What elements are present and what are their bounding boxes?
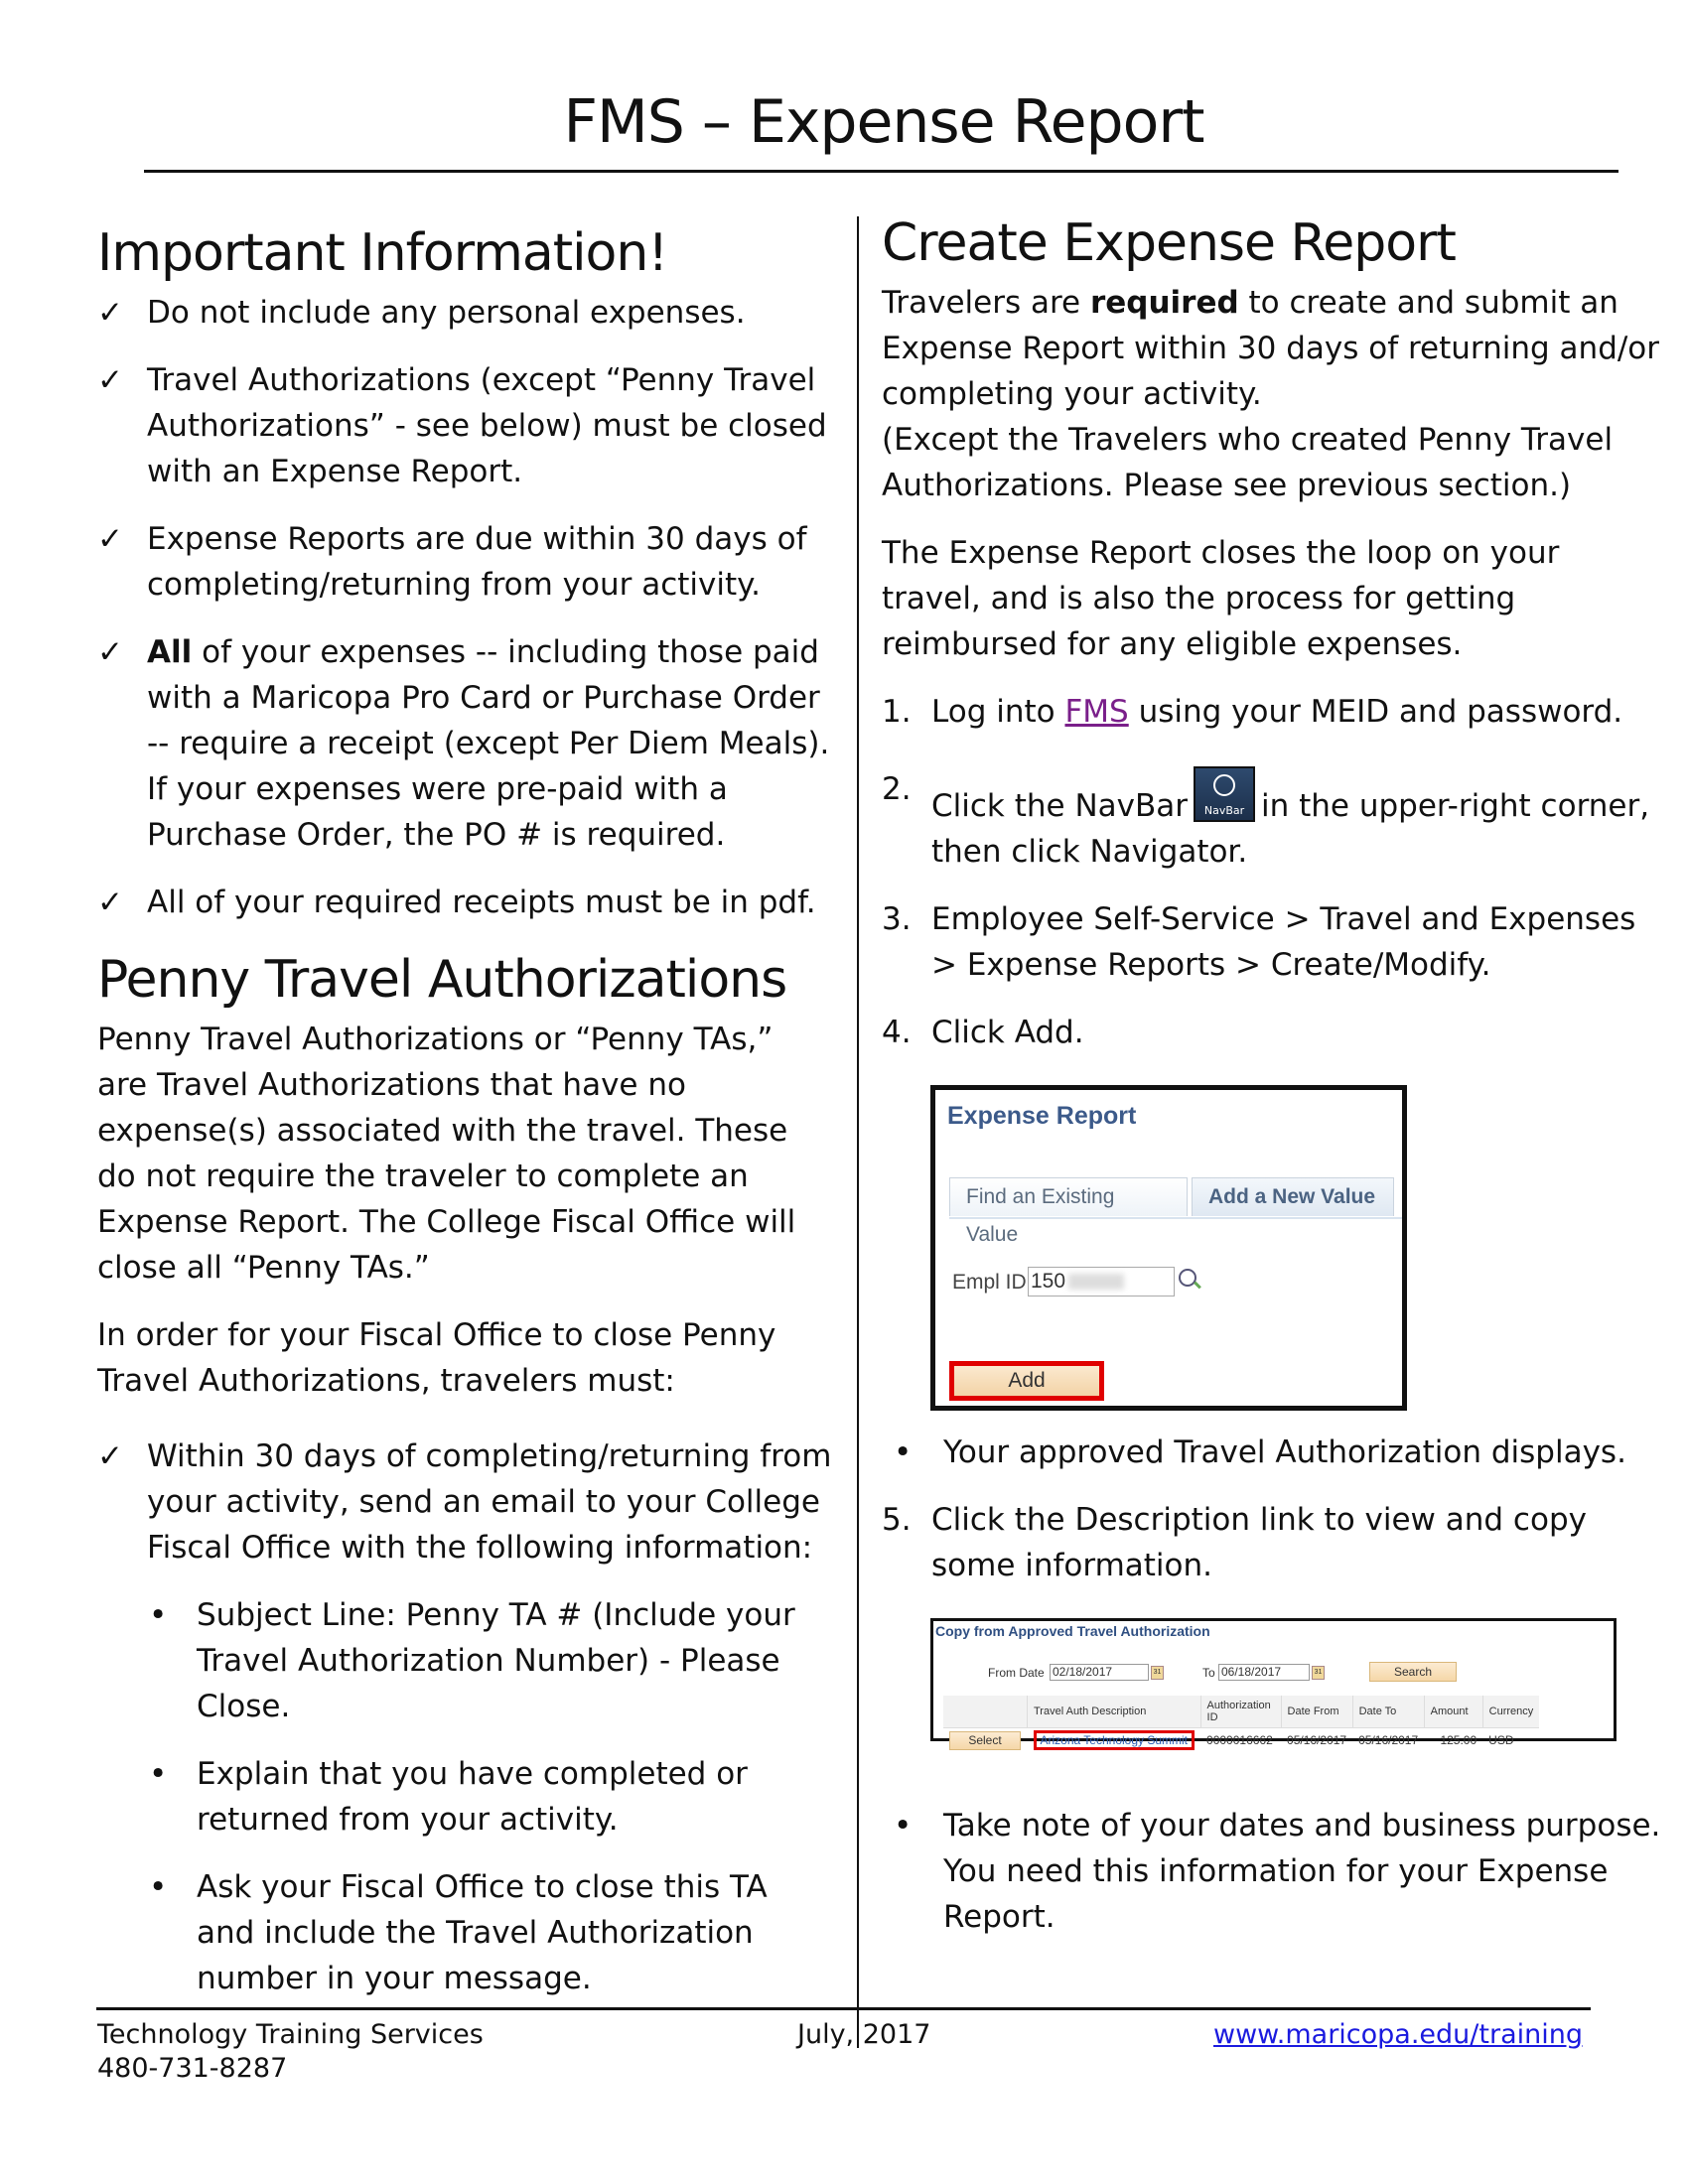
footer-org: Technology Training Services 480-731-8287 <box>97 2019 484 2084</box>
check-icon: ✓ <box>97 295 123 331</box>
note-bullet: • Your approved Travel Authorization displays. <box>882 1430 1666 1475</box>
note-bullet: • Take note of your dates and business purpose. You need this information for your Expense Report. <box>882 1803 1666 1940</box>
penny-requirement: ✓ Within 30 days of completing/returning from your activity, send an email to your College Fiscal Office with the following information: <box>97 1433 832 1570</box>
penny-paragraph: In order for your Fiscal Office to close Penny Travel Authorizations, travelers must: <box>97 1317 776 1399</box>
penny-paragraph: Penny Travel Authorizations or “Penny TAs,” are Travel Authorizations that have no expense(s) associated with the travel. These do not require the traveler to complete an Expense Report. The College Fiscal Office will close all “Penny TAs.” <box>97 1022 796 1286</box>
footer-divider <box>96 2007 1591 2010</box>
step-5: 5. Click the Description link to view and copy some information. <box>882 1502 1587 1583</box>
check-icon: ✓ <box>97 362 123 398</box>
add-button[interactable]: Add <box>949 1361 1104 1401</box>
step-4: 4. Click Add. <box>882 1015 1084 1050</box>
description-link[interactable]: Arizona Technology Summit <box>1034 1730 1196 1750</box>
right-column-bottom <box>882 1803 1666 1962</box>
bullet-icon: • <box>149 1597 168 1633</box>
footer-url-link[interactable]: www.maricopa.edu/training <box>1213 2019 1583 2050</box>
copy-travel-authorization-screenshot <box>930 1618 1617 1747</box>
fms-link[interactable]: FMS <box>1064 694 1129 730</box>
penny-bullet: • Ask your Fiscal Office to close this TA and include the Travel Authorization number in your message. <box>97 1864 832 2001</box>
important-item: ✓ Do not include any personal expenses. <box>97 290 832 336</box>
step-3: 3. Employee Self-Service > Travel and Expenses > Expense Reports > Create/Modify. <box>882 901 1636 983</box>
bullet-icon: • <box>894 1808 913 1843</box>
penny-heading: Penny Travel Authorizations <box>97 950 787 1010</box>
important-item: ✓ All of your required receipts must be in pdf. <box>97 880 832 925</box>
check-icon: ✓ <box>97 885 123 920</box>
empl-id-input[interactable]: 150 <box>1028 1267 1175 1297</box>
important-item: ✓ Expense Reports are due within 30 days of completing/returning from your activity. <box>97 516 832 608</box>
expense-report-title: Expense Report <box>947 1102 1137 1130</box>
navbar-icon: NavBar <box>1194 766 1255 822</box>
from-date-input[interactable]: 02/18/2017 <box>1050 1664 1149 1681</box>
footer-date: July, 2017 <box>797 2019 931 2050</box>
bullet-icon: • <box>894 1434 913 1470</box>
check-icon: ✓ <box>97 634 123 670</box>
redacted-value <box>1068 1274 1124 1290</box>
footer-phone: 480-731-8287 <box>97 2053 288 2084</box>
create-heading: Create Expense Report <box>882 213 1456 273</box>
tab-find-existing-value[interactable]: Find an Existing Value <box>949 1177 1188 1216</box>
create-paragraph: The Expense Report closes the loop on your travel, and is also the process for getting reimbursed for any eligible expenses. <box>882 535 1560 662</box>
select-button[interactable]: Select <box>949 1731 1021 1750</box>
check-icon: ✓ <box>97 521 123 557</box>
expense-report-screenshot <box>930 1085 1407 1411</box>
column-divider <box>857 216 859 2048</box>
table-row: Select Arizona Technology Summit 0000016662 05/16/2017 05/16/2017 125.00 USD <box>943 1728 1539 1753</box>
travel-auth-table <box>943 1696 1539 1752</box>
copy-title: Copy from Approved Travel Authorization <box>935 1623 1210 1639</box>
compass-icon <box>1213 774 1235 796</box>
important-item: ✓ All of your expenses -- including those paid with a Maricopa Pro Card or Purchase Order -- require a receipt (except Per Diem Meals). If your expenses were pre-paid with a Purchase Order, the PO # is required. <box>97 629 832 858</box>
empl-id-label: Empl ID <box>952 1271 1027 1294</box>
search-tabs <box>949 1177 1402 1246</box>
title-divider <box>144 170 1618 173</box>
left-column <box>97 220 832 2023</box>
calendar-icon[interactable]: 31 <box>1151 1666 1164 1680</box>
bullet-icon: • <box>149 1869 168 1905</box>
create-paragraph: Travelers are required to create and submit an Expense Report within 30 days of returning and/or completing your activity. (Except the Travelers who created Penny Travel Authorizations. Please see previous section.) <box>882 285 1660 503</box>
page-title: FMS – Expense Report <box>563 87 1204 157</box>
table-header-row: Travel Auth Description Authorization ID Date From Date To Amount Currency <box>943 1696 1539 1728</box>
from-date-label: From Date <box>988 1666 1045 1680</box>
penny-bullet: • Subject Line: Penny TA # (Include your Travel Authorization Number) - Please Close. <box>97 1592 832 1729</box>
to-date-input[interactable]: 06/18/2017 <box>1218 1664 1310 1681</box>
search-button[interactable]: Search <box>1369 1662 1457 1682</box>
bullet-icon: • <box>149 1756 168 1792</box>
right-column <box>882 210 1666 1077</box>
check-icon: ✓ <box>97 1438 123 1474</box>
to-date-label: To <box>1202 1666 1215 1680</box>
step-1: 1. Log into FMS using your MEID and password. <box>882 694 1623 730</box>
penny-bullet: • Explain that you have completed or returned from your activity. <box>97 1751 832 1843</box>
tab-add-new-value[interactable]: Add a New Value <box>1192 1177 1394 1216</box>
calendar-icon[interactable]: 31 <box>1312 1666 1325 1680</box>
right-column-lower <box>882 1430 1666 1610</box>
step-2: 2. Click the NavBar NavBar in the upper-right corner, then click Navigator. <box>882 766 1666 875</box>
important-heading: Important Information! <box>97 223 668 283</box>
important-item: ✓ Travel Authorizations (except “Penny Travel Authorizations” - see below) must be closed with an Expense Report. <box>97 357 832 494</box>
lookup-icon[interactable] <box>1179 1269 1196 1287</box>
